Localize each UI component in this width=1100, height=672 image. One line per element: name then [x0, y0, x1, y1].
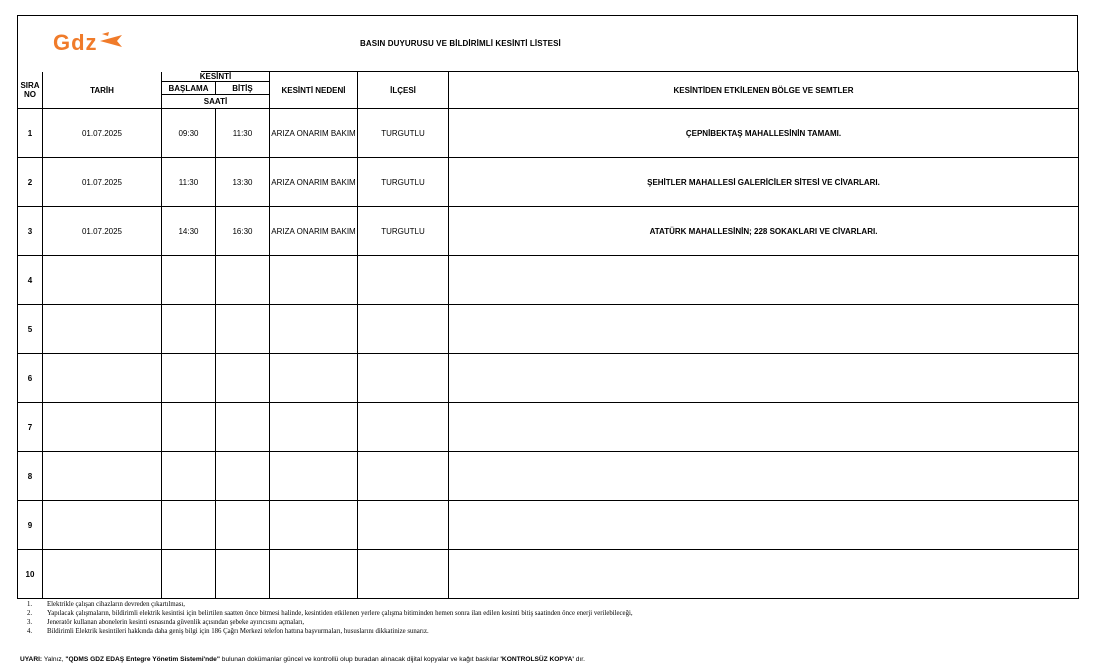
cell-baslama: 14:30 — [162, 207, 216, 256]
cell-bitis — [216, 256, 270, 305]
cell-bitis: 11:30 — [216, 109, 270, 158]
cell-baslama: 11:30 — [162, 158, 216, 207]
cell-bolge — [449, 452, 1079, 501]
notes-list — [27, 600, 1087, 636]
cell-ilcesi — [358, 452, 449, 501]
warning-uncontrolled-copy: 'KONTROLSÜZ KOPYA' — [500, 656, 574, 663]
gdz-logo — [53, 30, 122, 56]
note-text: Yapılacak çalışmaların, bildirimli elektrik kesintisi için belirtilen saatten önce bitmesi halinde, kesintiden etkilenen yerlere çalışma bitiminden hemen sonra ilan edilen kesinti bitiş saatinden önce enerji verilebileceği, — [47, 610, 633, 617]
note-text: Bildirimli Elektrik kesintileri hakkında daha geniş bilgi için 186 Çağrı Merkezi telefon hattına başvurmaları, hususlarını dikkatinize sunarız. — [47, 628, 429, 635]
cell-bolge — [449, 501, 1079, 550]
cell-ilcesi — [358, 403, 449, 452]
note-number: 2. — [27, 610, 33, 617]
cell-kesinti-nedeni: ARIZA ONARIM BAKIM — [270, 207, 358, 256]
cell-bolge — [449, 305, 1079, 354]
col-header-saati: SAATİ — [162, 95, 270, 109]
cell-sira-no: 8 — [18, 452, 43, 501]
col-header-bitis: BİTİŞ — [216, 82, 270, 95]
cell-tarih — [43, 501, 162, 550]
col-header-sira-no — [18, 72, 43, 109]
logo-arrow-icon — [100, 32, 122, 50]
cell-sira-no: 4 — [18, 256, 43, 305]
cell-baslama — [162, 403, 216, 452]
table-row — [18, 207, 1079, 256]
table-body — [18, 109, 1079, 599]
col-header-kesinti-nedeni: KESİNTİ NEDENİ — [270, 72, 358, 109]
cell-bitis: 13:30 — [216, 158, 270, 207]
cell-bolge — [449, 256, 1079, 305]
cell-kesinti-nedeni — [270, 354, 358, 403]
cell-bolge — [449, 354, 1079, 403]
note-number: 4. — [27, 628, 33, 635]
table-row — [18, 403, 1079, 452]
logo-text: Gdz — [53, 30, 98, 55]
table-row — [18, 501, 1079, 550]
col-header-tarih: TARİH — [43, 72, 162, 109]
cell-bitis — [216, 452, 270, 501]
cell-tarih — [43, 256, 162, 305]
cell-baslama — [162, 305, 216, 354]
table-row — [18, 305, 1079, 354]
table-row — [18, 158, 1079, 207]
table-row — [18, 354, 1079, 403]
cell-tarih — [43, 550, 162, 599]
cell-sira-no: 9 — [18, 501, 43, 550]
cell-kesinti-nedeni — [270, 256, 358, 305]
table-row — [18, 256, 1079, 305]
cell-kesinti-nedeni — [270, 305, 358, 354]
warning-footer — [20, 656, 585, 663]
cell-tarih — [43, 403, 162, 452]
note-item — [27, 600, 1087, 609]
cell-kesinti-nedeni — [270, 452, 358, 501]
cell-bitis: 16:30 — [216, 207, 270, 256]
cell-kesinti-nedeni: ARIZA ONARIM BAKIM — [270, 109, 358, 158]
cell-kesinti-nedeni — [270, 550, 358, 599]
cell-sira-no: 1 — [18, 109, 43, 158]
cell-sira-no: 2 — [18, 158, 43, 207]
cell-kesinti-nedeni — [270, 403, 358, 452]
sira-label: SIRA — [20, 81, 40, 90]
note-item — [27, 609, 1087, 618]
document-header — [17, 15, 1078, 71]
cell-ilcesi — [358, 305, 449, 354]
cell-bolge — [449, 550, 1079, 599]
outage-table — [17, 71, 1079, 599]
note-number: 1. — [27, 601, 33, 608]
cell-sira-no: 6 — [18, 354, 43, 403]
cell-kesinti-nedeni: ARIZA ONARIM BAKIM — [270, 158, 358, 207]
col-header-baslama: BAŞLAMA — [162, 82, 216, 95]
cell-baslama: 09:30 — [162, 109, 216, 158]
col-header-kesinti: KESİNTİ — [162, 72, 270, 82]
logo-area — [18, 16, 201, 72]
warning-text-2: bulunan dokümanlar güncel ve kontrollü olup buradan alınacak dijital kopyalar ve kağıt baskılar — [219, 656, 501, 663]
warning-text-3: dır. — [573, 656, 585, 663]
cell-bitis — [216, 501, 270, 550]
cell-bitis — [216, 550, 270, 599]
cell-baslama — [162, 354, 216, 403]
cell-bitis — [216, 403, 270, 452]
cell-baslama — [162, 501, 216, 550]
outage-list-sheet — [17, 15, 1078, 599]
col-header-ilcesi: İLÇESİ — [358, 72, 449, 109]
cell-bolge: ŞEHİTLER MAHALLESİ GALERİCİLER SİTESİ VE CİVARLARI. — [449, 158, 1079, 207]
header-row-1 — [18, 72, 1079, 82]
no-label: NO — [24, 90, 36, 99]
cell-ilcesi: TURGUTLU — [358, 109, 449, 158]
cell-baslama — [162, 452, 216, 501]
cell-sira-no: 10 — [18, 550, 43, 599]
cell-tarih — [43, 305, 162, 354]
note-item — [27, 627, 1087, 636]
cell-sira-no: 3 — [18, 207, 43, 256]
cell-baslama — [162, 550, 216, 599]
cell-sira-no: 7 — [18, 403, 43, 452]
cell-bitis — [216, 354, 270, 403]
note-number: 3. — [27, 619, 33, 626]
cell-bolge — [449, 403, 1079, 452]
cell-bitis — [216, 305, 270, 354]
warning-text-1: Yalnız, — [42, 656, 66, 663]
document-title: BASIN DUYURUSU VE BİLDİRİMLİ KESİNTİ LİSTESİ — [360, 39, 561, 48]
cell-tarih: 01.07.2025 — [43, 158, 162, 207]
cell-ilcesi: TURGUTLU — [358, 207, 449, 256]
cell-tarih: 01.07.2025 — [43, 207, 162, 256]
cell-kesinti-nedeni — [270, 501, 358, 550]
cell-tarih — [43, 354, 162, 403]
col-header-bolge: KESİNTİDEN ETKİLENEN BÖLGE VE SEMTLER — [449, 72, 1079, 109]
table-row — [18, 452, 1079, 501]
table-row — [18, 109, 1079, 158]
cell-bolge: ATATÜRK MAHALLESİNİN; 228 SOKAKLARI VE CİVARLARI. — [449, 207, 1079, 256]
warning-label: UYARI: — [20, 656, 43, 663]
warning-system-name: "QDMS GDZ EDAŞ Entegre Yönetim Sistemi'nde" — [65, 656, 220, 663]
cell-tarih: 01.07.2025 — [43, 109, 162, 158]
cell-sira-no: 5 — [18, 305, 43, 354]
note-text: Jeneratör kullanan abonelerin kesinti esnasında güvenlik açısından şebeke ayırıcısını açmaları, — [47, 619, 305, 626]
cell-ilcesi — [358, 354, 449, 403]
cell-ilcesi — [358, 501, 449, 550]
note-item — [27, 618, 1087, 627]
cell-ilcesi — [358, 256, 449, 305]
cell-baslama — [162, 256, 216, 305]
table-row — [18, 550, 1079, 599]
cell-ilcesi: TURGUTLU — [358, 158, 449, 207]
cell-bolge: ÇEPNİBEKTAŞ MAHALLESİNİN TAMAMI. — [449, 109, 1079, 158]
cell-tarih — [43, 452, 162, 501]
cell-ilcesi — [358, 550, 449, 599]
note-text: Elektrikle çalışan cihazların devreden çıkartılması, — [47, 601, 185, 608]
